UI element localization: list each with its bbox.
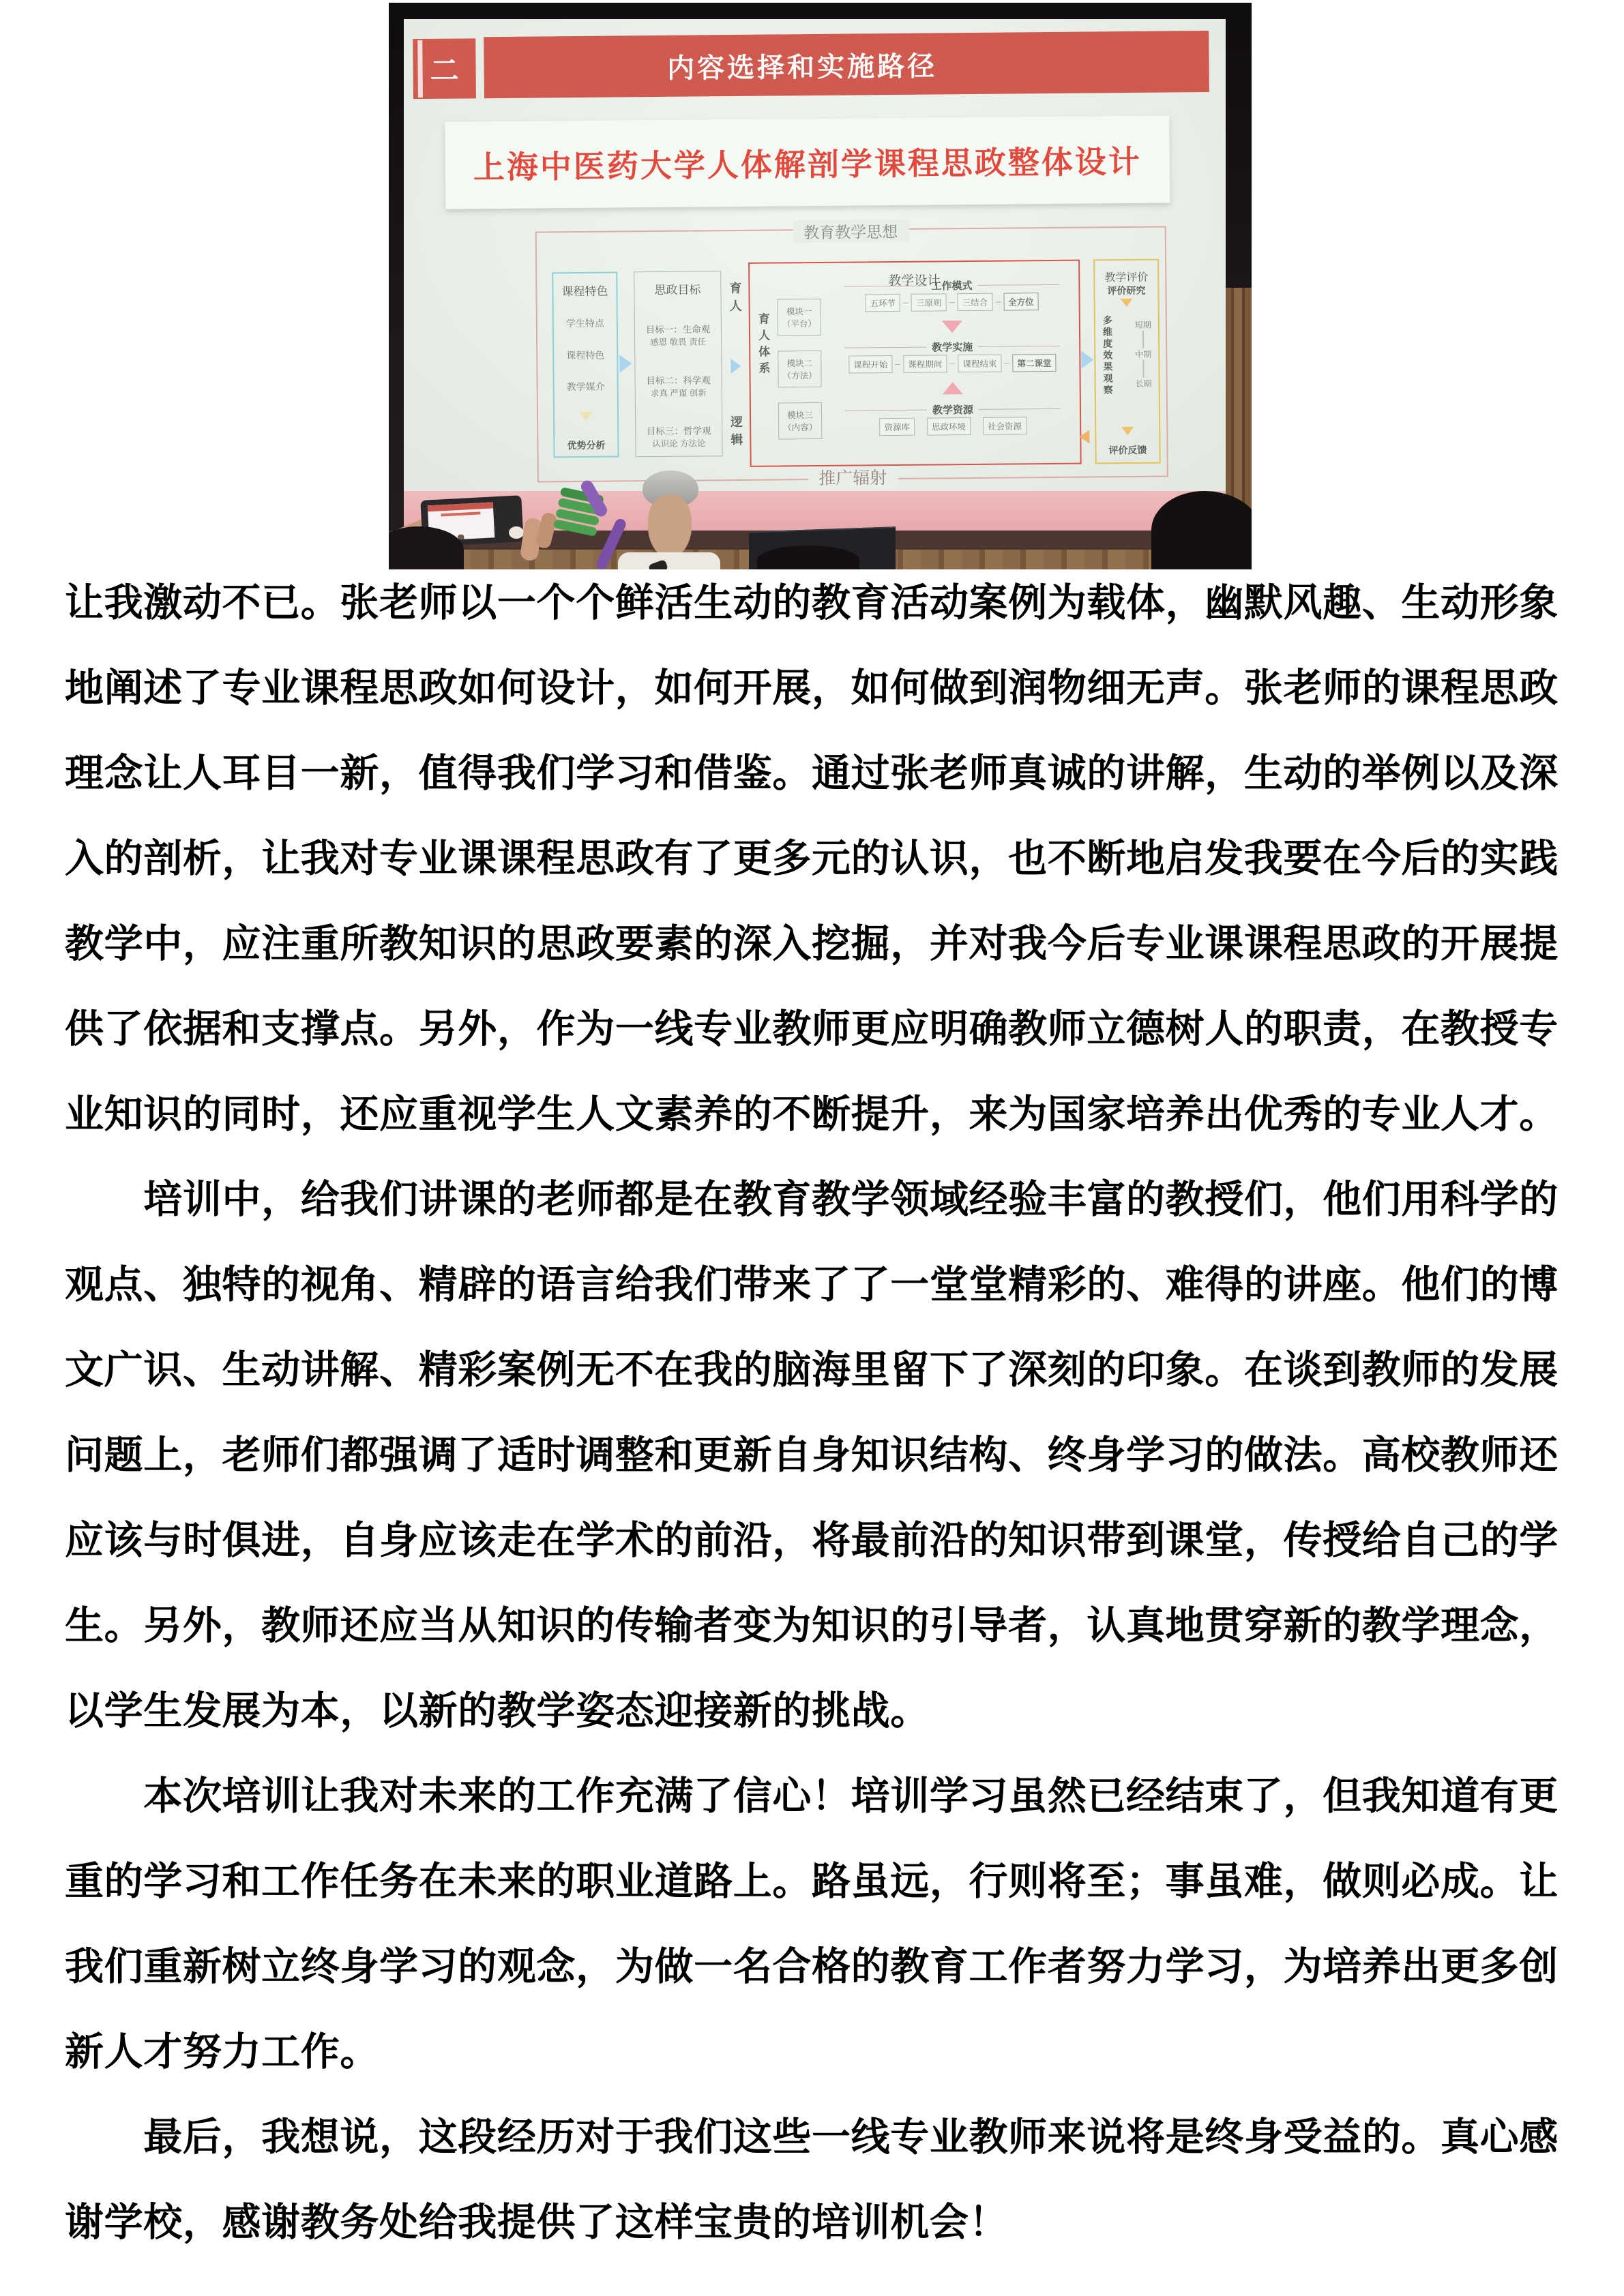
- work-mode-title: 工作模式: [931, 280, 973, 293]
- slide: [402, 16, 1228, 494]
- down-arrow-icon: [1121, 427, 1134, 435]
- goal-line: 认识论 方法论: [652, 438, 706, 449]
- diagram-top-label: 教育教学思想: [793, 220, 909, 243]
- body-line: 让我激动不已。张老师以一个个鲜活生动的教育活动案例为载体，幽默风趣、生动形象: [65, 582, 1559, 625]
- period-item: 中期: [1135, 349, 1152, 359]
- bridge-vertical-text: 逻辑: [729, 415, 743, 451]
- module-line: 模块一: [786, 307, 812, 317]
- module-line: （平台）: [782, 318, 816, 329]
- body-line: 本次培训让我对未来的工作充满了信心！培训学习虽然已经结束了，但我知道有更: [65, 1775, 1559, 1818]
- course-features-box: [552, 272, 619, 458]
- diagram-bottom-label: 推广辐射: [808, 464, 898, 490]
- goal-line: 求真 严谨 创新: [650, 388, 707, 398]
- body-line: 问题上，老师们都强调了适时调整和更新自身知识结构、终身学习的做法。高校教师还: [65, 1434, 1559, 1477]
- evaluation-title: 教学评价: [1104, 271, 1149, 284]
- evaluation-periods: [1130, 319, 1157, 389]
- design-zone: [830, 261, 1075, 468]
- module-box: [778, 299, 821, 336]
- projection-screen: [404, 19, 1226, 491]
- bridge-column: [725, 282, 745, 451]
- body-line: 地阐述了专业课程思政如何设计，如何开展，如何做到润物细无声。张老师的课程思政: [65, 667, 1559, 710]
- slide-section-badge: [413, 38, 476, 99]
- diagram: [535, 222, 1168, 488]
- down-arrow-icon: [579, 411, 593, 420]
- presenter-face: [648, 495, 692, 558]
- badge-stripe: [417, 40, 423, 98]
- mini-slide-header: [428, 502, 493, 511]
- work-mode-row: [831, 293, 1074, 312]
- down-arrow-icon: [942, 320, 962, 333]
- ideology-goals-box: [634, 271, 722, 457]
- course-features-footer: 优势分析: [567, 439, 606, 451]
- work-mode-item: 三原则: [911, 293, 947, 311]
- system-vertical-text: 育人体系: [756, 312, 770, 378]
- evaluation-observe-vertical: 多维度效果观察: [1102, 315, 1114, 397]
- implementation-label: [844, 339, 1060, 355]
- right-arrow-icon: [1081, 351, 1093, 368]
- implementation-item: 第二课堂: [1012, 354, 1056, 372]
- goal-line: 目标二：科学观: [646, 374, 711, 386]
- right-arrow-icon: [619, 355, 632, 372]
- body-line: 生。另外，教师还应当从知识的传输者变为知识的引导者，认真地贯穿新的教学理念，: [65, 1605, 1559, 1648]
- work-mode-label: [844, 278, 1059, 294]
- resources-item: 社会资源: [983, 417, 1027, 435]
- implementation-item: 课程期间: [903, 355, 947, 373]
- resources-title: 教学资源: [932, 404, 974, 417]
- evaluation-box: [1093, 259, 1161, 464]
- classroom-photo: [389, 3, 1252, 569]
- ideology-goals-title: 思政目标: [654, 283, 701, 297]
- slide-main-title: 上海中医药大学人体解剖学课程思政整体设计: [473, 143, 1142, 185]
- right-arrow-icon: [730, 359, 741, 374]
- goal-item: [647, 423, 711, 449]
- course-features-title: 课程特色: [561, 284, 608, 299]
- module-line: 模块三: [787, 411, 813, 421]
- left-arrow-icon: [1079, 430, 1089, 443]
- slide-header: [484, 31, 1209, 98]
- goal-line: 目标一：生命观: [645, 324, 711, 336]
- body-line: 入的剖析，让我对专业课课程思政有了更多元的认识，也不断地启发我要在今后的实践: [65, 837, 1559, 880]
- body-line: 理念让人耳目一新，值得我们学习和借鉴。通过张老师真诚的讲解，生动的举例以及深: [65, 752, 1559, 795]
- fingertip: [509, 526, 524, 539]
- implementation-row: [831, 354, 1074, 374]
- body-line: 文广识、生动讲解、精彩案例无不在我的脑海里留下了深刻的印象。在谈到教师的发展: [65, 1349, 1559, 1392]
- course-features-item: 教学媒介: [566, 381, 605, 393]
- down-arrow-icon: [1121, 299, 1133, 307]
- work-mode-item: 五环节: [865, 294, 900, 312]
- implementation-item: 课程开始: [848, 355, 892, 374]
- body-line: 教学中，应注重所教知识的思政要素的深入挖掘，并对我今后专业课课程思政的开展提: [65, 923, 1559, 966]
- body-line: 培训中，给我们讲课的老师都是在教育教学领域经验丰富的教授们，他们用科学的: [65, 1178, 1559, 1221]
- slide-title-box: [445, 115, 1170, 209]
- resources-label: [845, 402, 1061, 418]
- course-features-item: 学生特点: [565, 318, 604, 329]
- work-mode-item: 三结合: [957, 293, 992, 311]
- body-line: 最后，我想说，这段经历对于我们这些一线专业教师来说将是终身受益的。真心感: [65, 2116, 1559, 2159]
- resources-item: 思政环境: [927, 417, 971, 436]
- period-item: 长期: [1135, 378, 1152, 389]
- body-line: 以学生发展为本，以新的教学姿态迎接新的挑战。: [65, 1690, 930, 1733]
- document-body: [65, 561, 1560, 2265]
- module-box: [778, 351, 821, 388]
- slide-header-title: 内容选择和实施路径: [666, 50, 938, 84]
- bridge-vertical-text: 育人: [728, 281, 742, 318]
- slide-section-number: 二: [430, 54, 459, 87]
- implementation-item: 课程结束: [958, 355, 1001, 373]
- goal-item: [646, 322, 711, 348]
- implementation-title: 教学实施: [932, 341, 973, 354]
- teaching-design-title: 教学设计: [888, 273, 941, 289]
- body-line: 新人才努力工作。: [65, 2031, 380, 2074]
- body-line: 业知识的同时，还应重视学生人文素养的不断提升，来为国家培养出优秀的专业人才。: [65, 1093, 1559, 1136]
- body-line: 我们重新树立终身学习的观念，为做一名合格的教育工作者努力学习，为培养出更多创: [65, 1945, 1559, 1988]
- course-features-item: 课程特色: [566, 349, 605, 361]
- teaching-design-box: [748, 260, 1082, 467]
- body-line: 谢学校，感谢教务处给我提供了这样宝贵的培训机会！: [65, 2201, 1009, 2244]
- module-line: （方法）: [782, 370, 817, 381]
- mini-slide-title: [441, 511, 481, 516]
- goal-item: [646, 372, 711, 399]
- goal-line: 目标三：哲学观: [646, 426, 711, 437]
- audience-head: [1151, 491, 1252, 569]
- period-item: 短期: [1134, 320, 1151, 330]
- up-arrow-icon: [943, 382, 963, 394]
- body-line: 供了依据和支撑点。另外，作为一线专业教师更应明确教师立德树人的职责，在教授专: [65, 1008, 1559, 1051]
- module-line: （内容）: [783, 422, 818, 433]
- evaluation-feedback: 评价反馈: [1108, 444, 1147, 456]
- evaluation-research: 评价研究: [1107, 284, 1146, 297]
- resources-item: 资源库: [879, 418, 915, 436]
- body-line: 观点、独特的视角、精辟的语言给我们带来了了一堂堂精彩的、难得的讲座。他们的博: [65, 1264, 1559, 1307]
- body-line: 重的学习和工作任务在未来的职业道路上。路虽远，行则将至；事虽难，做则必成。让: [65, 1860, 1559, 1903]
- resources-row: [831, 417, 1074, 436]
- work-mode-item: 全方位: [1003, 293, 1039, 310]
- goal-line: 感恩 敬畏 责任: [650, 337, 707, 348]
- body-line: 应该与时俱进，自身应该走在学术的前沿，将最前沿的知识带到课堂，传授给自己的学: [65, 1519, 1559, 1562]
- module-line: 模块二: [786, 359, 813, 369]
- module-box: [778, 402, 822, 440]
